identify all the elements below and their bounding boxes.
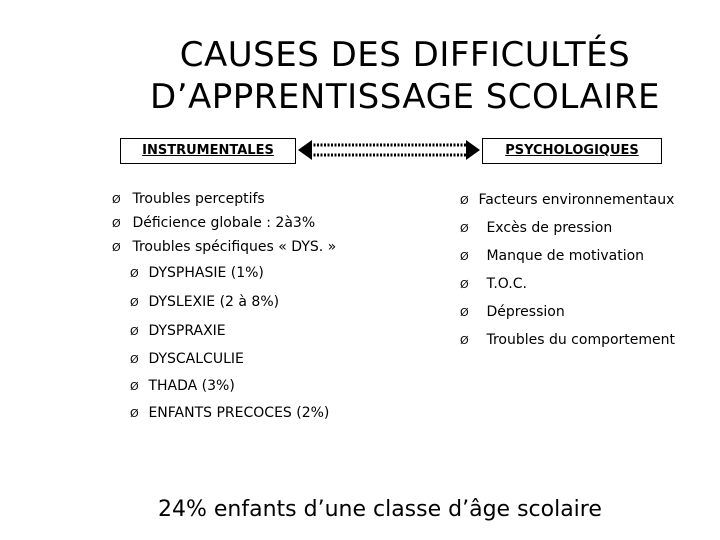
list-item: Ø ENFANTS PRECOCES (2%) <box>130 405 330 421</box>
arrowhead-bullet-icon: Ø <box>130 325 139 338</box>
bottom-statistic: 24% enfants d’une classe d’âge scolaire <box>158 497 602 522</box>
list-item: Ø Dépression <box>460 304 565 320</box>
slide-title <box>90 34 720 118</box>
arrowhead-bullet-icon: Ø <box>112 217 121 230</box>
arrowhead-bullet-icon: Ø <box>130 267 139 280</box>
arrowhead-bullet-icon: Ø <box>460 306 469 319</box>
arrowhead-bullet-icon: Ø <box>112 241 121 254</box>
list-item: Ø THADA (3%) <box>130 378 235 394</box>
arrowhead-bullet-icon: Ø <box>460 250 469 263</box>
list-item: Ø Troubles spécifiques « DYS. » <box>112 239 337 255</box>
list-item: Ø Manque de motivation <box>460 248 645 264</box>
arrowhead-bullet-icon: Ø <box>130 353 139 366</box>
arrowhead-bullet-icon: Ø <box>460 278 469 291</box>
arrowhead-bullet-icon: Ø <box>460 222 469 235</box>
arrowhead-bullet-icon: Ø <box>130 296 139 309</box>
arrowhead-bullet-icon: Ø <box>112 193 121 206</box>
list-item: Ø T.O.C. <box>460 276 527 292</box>
instrumentales-box: INSTRUMENTALES <box>120 138 296 164</box>
list-item: Ø Troubles du comportement <box>460 332 676 348</box>
list-item: Ø DYSCALCULIE <box>130 351 244 367</box>
arrowhead-bullet-icon: Ø <box>460 194 469 207</box>
list-item: Ø DYSLEXIE (2 à 8%) <box>130 294 280 310</box>
arrowhead-bullet-icon: Ø <box>130 407 139 420</box>
psychologiques-box: PSYCHOLOGIQUES <box>482 138 662 164</box>
list-item: Ø Excès de pression <box>460 220 613 236</box>
list-item: Ø Facteurs environnementaux <box>460 192 675 208</box>
arrowhead-bullet-icon: Ø <box>130 380 139 393</box>
list-item: Ø Déficience globale : 2à3% <box>112 215 316 231</box>
list-item: Ø Troubles perceptifs <box>112 191 265 207</box>
title-line-1: CAUSES DES DIFFICULTÉS <box>179 35 631 75</box>
list-item: Ø DYSPHASIE (1%) <box>130 265 264 281</box>
title-line-2: D’APPRENTISSAGE SCOLAIRE <box>150 77 660 117</box>
double-headed-dotted-arrow-icon <box>298 136 480 164</box>
arrowhead-bullet-icon: Ø <box>460 334 469 347</box>
list-item: Ø DYSPRAXIE <box>130 323 226 339</box>
